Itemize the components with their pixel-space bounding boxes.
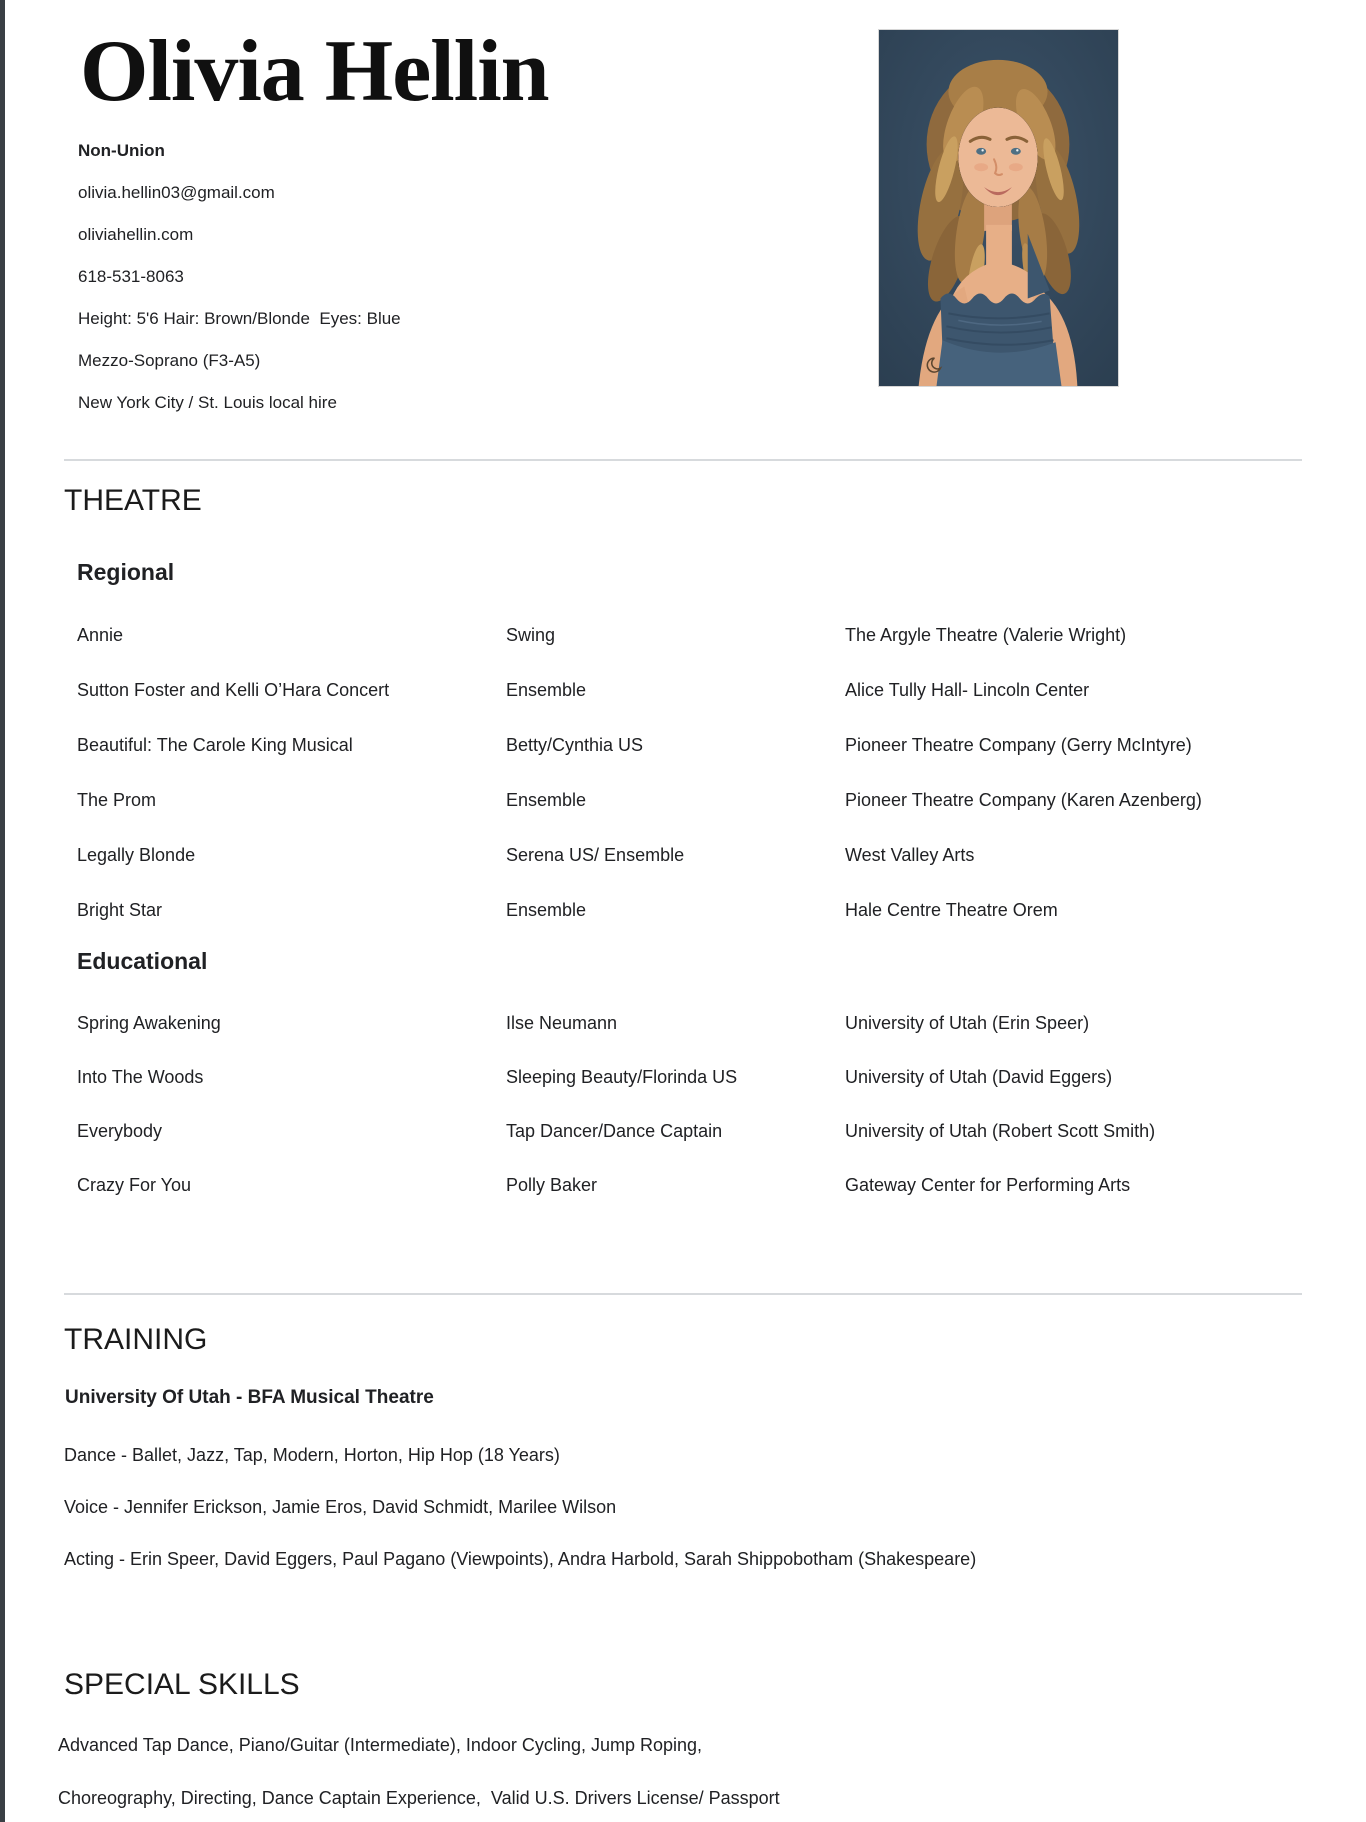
table-row <box>77 828 1366 883</box>
role: Ensemble <box>506 900 587 921</box>
skills-line: Advanced Tap Dance, Piano/Guitar (Intermediate), Indoor Cycling, Jump Roping, <box>58 1734 703 1755</box>
table-row <box>77 1050 1366 1104</box>
role: Sleeping Beauty/Florinda US <box>506 1066 738 1087</box>
show-title: Annie <box>77 625 124 646</box>
website-text: oliviahellin.com <box>78 224 194 244</box>
training-heading: TRAINING <box>64 1322 208 1356</box>
table-row <box>77 996 1366 1050</box>
venue: The Argyle Theatre (Valerie Wright) <box>845 625 1127 646</box>
venue: Pioneer Theatre Company (Gerry McIntyre) <box>845 735 1192 756</box>
role: Ensemble <box>506 790 587 811</box>
special-skills-details <box>58 1719 1366 1822</box>
venue: Alice Tully Hall- Lincoln Center <box>845 680 1090 701</box>
union-status: Non-Union <box>78 140 165 160</box>
skills-line: Choreography, Directing, Dance Captain Experience, Valid U.S. Drivers License/ Passport <box>58 1787 780 1808</box>
table-row <box>77 718 1366 773</box>
venue: Gateway Center for Performing Arts <box>845 1174 1131 1195</box>
show-title: Sutton Foster and Kelli O’Hara Concert <box>77 680 390 701</box>
table-row <box>77 663 1366 718</box>
training-voice-line: Voice - Jennifer Erickson, Jamie Eros, David Schmidt, Marilee Wilson <box>64 1496 617 1517</box>
show-title: Legally Blonde <box>77 845 196 866</box>
role: Polly Baker <box>506 1174 598 1195</box>
theatre-heading: THEATRE <box>64 483 202 517</box>
email-text: olivia.hellin03@gmail.com <box>78 182 275 202</box>
section-divider <box>64 1293 1302 1295</box>
location-text: New York City / St. Louis local hire <box>78 392 337 412</box>
section-divider <box>64 459 1302 461</box>
show-title: Crazy For You <box>77 1174 192 1195</box>
special-skills-heading: SPECIAL SKILLS <box>64 1667 300 1701</box>
role: Betty/Cynthia US <box>506 735 644 756</box>
training-dance-line: Dance - Ballet, Jazz, Tap, Modern, Horton, Hip Hop (18 Years) <box>64 1444 560 1465</box>
venue: University of Utah (David Eggers) <box>845 1066 1113 1087</box>
phone-text: 618-531-8063 <box>78 266 184 286</box>
venue: West Valley Arts <box>845 845 975 866</box>
role: Ensemble <box>506 680 587 701</box>
training-acting-line: Acting - Erin Speer, David Eggers, Paul Pagano (Viewpoints), Andra Harbold, Sarah Shippobotham (Shakespeare) <box>64 1548 977 1569</box>
venue: Pioneer Theatre Company (Karen Azenberg) <box>845 790 1202 811</box>
regional-credits-table <box>77 608 1366 938</box>
show-title: The Prom <box>77 790 157 811</box>
educational-subheading: Educational <box>77 947 208 974</box>
venue: Hale Centre Theatre Orem <box>845 900 1058 921</box>
role: Serena US/ Ensemble <box>506 845 685 866</box>
show-title: Everybody <box>77 1120 163 1141</box>
headshot-illustration <box>879 30 1118 386</box>
role: Swing <box>506 625 556 646</box>
venue: University of Utah (Robert Scott Smith) <box>845 1120 1156 1141</box>
table-row <box>77 608 1366 663</box>
role: Ilse Neumann <box>506 1012 618 1033</box>
training-details <box>64 1429 1366 1585</box>
regional-subheading: Regional <box>77 558 175 585</box>
table-row <box>77 883 1366 938</box>
role: Tap Dancer/Dance Captain <box>506 1120 723 1141</box>
show-title: Bright Star <box>77 900 163 921</box>
venue: University of Utah (Erin Speer) <box>845 1012 1090 1033</box>
table-row <box>77 1104 1366 1158</box>
table-row <box>77 1158 1366 1212</box>
educational-credits-table <box>77 996 1366 1212</box>
table-row <box>77 773 1366 828</box>
show-title: Spring Awakening <box>77 1012 221 1033</box>
training-school: University Of Utah - BFA Musical Theatre <box>65 1386 434 1408</box>
headshot-photo <box>878 29 1119 387</box>
voice-type-text: Mezzo-Soprano (F3-A5) <box>78 350 261 370</box>
contact-block <box>78 130 1366 424</box>
show-title: Into The Woods <box>77 1066 204 1087</box>
show-title: Beautiful: The Carole King Musical <box>77 735 353 756</box>
stats-text: Height: 5'6 Hair: Brown/Blonde Eyes: Blue <box>78 308 401 328</box>
page-title: Olivia Hellin <box>80 23 549 120</box>
page-left-border <box>0 0 5 1822</box>
